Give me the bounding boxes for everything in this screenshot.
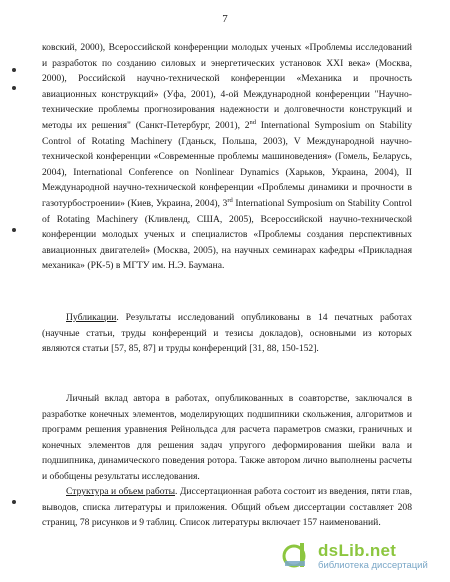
margin-mark (12, 500, 16, 504)
page-number: 7 (222, 13, 228, 25)
paragraph-personal-contribution: Личный вклад автора в работах, опубликованных в соавторстве, заключался в разработке конечных элементов, моделирующих подшипники скольжения, алгоритмов и программ решения уравнения Рейнольдса для расчета параметров смазки, граничных и конечных элементов для решения задач упругого деформирования шейки вала и подшипника, динамического поведения ротора. Также автором лично выполнены расчеты и обобщены результаты исследования. (42, 393, 412, 482)
watermark-subtitle: библиотека диссертаций (318, 559, 428, 571)
watermark-title: dsLib.net (318, 540, 397, 560)
margin-mark (12, 228, 16, 232)
publications-heading: Публикации (66, 312, 117, 323)
structure-heading: Структура и объем работы (66, 486, 176, 497)
margin-mark (12, 86, 16, 90)
dslib-logo-icon (280, 539, 314, 573)
paragraph-conferences: ковский, 2000), Всероссийской конференции молодых ученых «Проблемы исследований и разработок по созданию силовых и энергетических установок XXI века» (Москва, 2000), Российской научно-технической конференции «Механика и прочность авиационных конструкций» (Уфа, 2001), 4-ой Международной конференции "Научно-технические проблемы прогнозирования надежности и долговечности конструкций и методы их решения" (Санкт-Петербург, 2001), 2nd International Symposium on Stability Control of Rotating Machinery (Гданьск, Польша, 2003), V Международной научно-технической конференции «Современные проблемы машиноведения» (Гомель, Беларусь, 2004), International Conference on Nonlinear Dynamics (Харьков, Украина, 2004), II Международной научно-технической конференции «Проблемы динамики и прочности в газотурбостроении» (Киев, Украина, 2004), 3rd International Symposium on Stability Control of Rotating Machinery (Кливленд, США, 2005), Всероссийской научно-технической конференции молодых ученых и специалистов «Проблемы создания перспективных авиационных двигателей» (Москва, 2005), на научных семинарах кафедры «Прикладная механика» (РК-5) в МГТУ им. Н.Э. Баумана. (42, 42, 412, 272)
margin-mark (12, 68, 16, 72)
paragraph-publications: Публикации. Результаты исследований опубликованы в 14 печатных работах (научные статьи, труды конференций и тезисы докладов), основными из которых являются статьи [57, 85, 87] и труды конференций [31, 88, 150-152]. (42, 312, 412, 355)
dslib-watermark (280, 536, 440, 576)
paragraph-structure: Структура и объем работы. Диссертационная работа состоит из введения, пяти глав, выводов, списка литературы и приложения. Общий объем диссертации составляет 208 страниц, 78 рисунков и 9 таблиц. Список литературы включает 157 наименований. (42, 486, 412, 529)
